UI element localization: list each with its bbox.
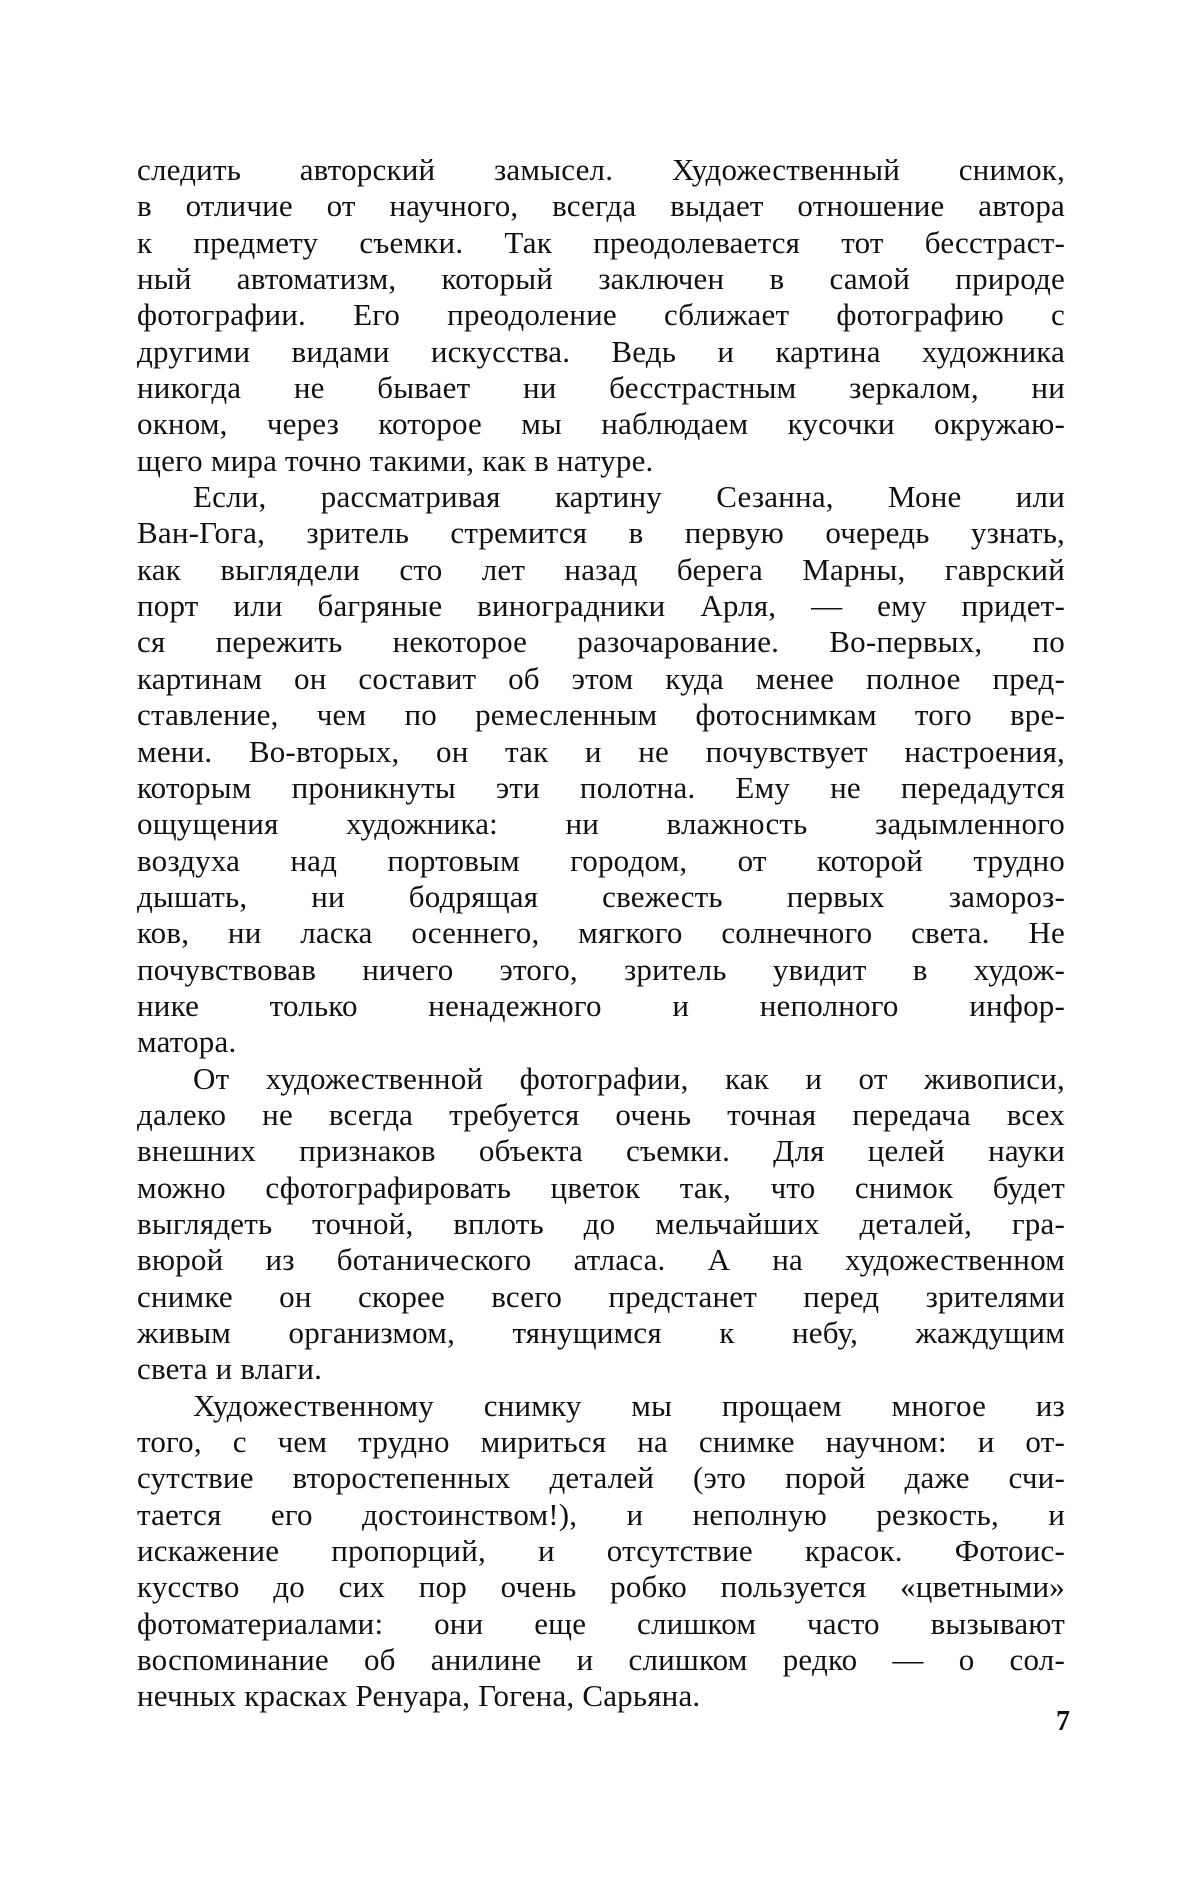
text-line: От художественной фотографии, как и от живописи, — [193, 1060, 1065, 1096]
text-line: вюрой из ботанического атласа. А на художественном — [137, 1242, 1065, 1278]
text-line: живым организмом, тянущимся к небу, жаждущим — [137, 1315, 1065, 1350]
text-line: того, с чем трудно мириться на снимке научном: и от- — [137, 1424, 1065, 1460]
text-line: ся пережить некоторое разочарование. Во-первых, по — [137, 624, 1065, 660]
text-line: в отличие от научного, всегда выдает отношение автора — [137, 188, 1065, 224]
text-line: кусство до сих пор очень робко пользуется «цветными» — [137, 1569, 1065, 1605]
text-line: воздуха над портовым городом, от которой трудно — [137, 842, 1065, 878]
text-line: дышать, ни бодрящая свежесть первых замороз- — [137, 878, 1065, 914]
text-line: ощущения художника: ни влажность задымленного — [137, 806, 1065, 842]
text-line: другими видами искусства. Ведь и картина художника — [137, 333, 1065, 369]
text-line: сутствие второстепенных деталей (это порой даже счи- — [137, 1460, 1065, 1496]
text-line: можно сфотографировать цветок так, что снимок будет — [137, 1169, 1065, 1205]
text-line: порт или багряные виноградники Арля, — ему придет- — [137, 588, 1065, 624]
text-line: к предмету съемки. Так преодолевается тот бесстраст- — [137, 224, 1065, 260]
body-text — [137, 152, 1065, 1715]
text-line: почувствовав ничего этого, зритель увидит в худож- — [137, 951, 1065, 987]
text-line: Ван-Гога, зритель стремится в первую очередь узнать, — [137, 515, 1065, 551]
text-line: ставление, чем по ремесленным фотоснимкам того вре- — [137, 697, 1065, 733]
text-line: ный автоматизм, который заключен в самой природе — [137, 261, 1065, 297]
text-line: Художественному снимку мы прощаем многое из — [193, 1387, 1065, 1423]
text-line: мени. Во-вторых, он так и не почувствует настроения, — [137, 733, 1065, 769]
text-line: снимке он скорее всего предстанет перед зрителями — [137, 1278, 1065, 1314]
text-line: следить авторский замысел. Художественный снимок, — [137, 152, 1065, 187]
text-line: искажение пропорций, и отсутствие красок. Фотоис- — [137, 1533, 1065, 1569]
text-line: фотоматериалами: они еще слишком часто вызывают — [137, 1605, 1065, 1641]
page-number: 7 — [1056, 1706, 1070, 1737]
text-line: внешних признаков объекта съемки. Для целей науки — [137, 1133, 1065, 1169]
text-line: окном, через которое мы наблюдаем кусочки окружаю- — [137, 406, 1065, 442]
text-line: нике только ненадежного и неполного инфор- — [137, 987, 1065, 1023]
text-line: которым проникнуты эти полотна. Ему не передадутся — [137, 769, 1065, 805]
text-line: нечных красках Ренуара, Гогена, Сарьяна. — [137, 1678, 701, 1714]
text-line: матора. — [137, 1024, 237, 1060]
text-line: далеко не всегда требуется очень точная передача всех — [137, 1096, 1065, 1132]
text-line: щего мира точно такими, как в натуре. — [137, 442, 654, 478]
text-line: света и влаги. — [137, 1351, 323, 1387]
text-line: никогда не бывает ни бесстрастным зеркалом, ни — [137, 370, 1065, 406]
text-line: выглядеть точной, вплоть до мельчайших деталей, гра- — [137, 1205, 1065, 1241]
text-line: как выглядели сто лет назад берега Марны, гаврский — [137, 551, 1065, 587]
text-line: воспоминание об анилине и слишком редко — о сол- — [137, 1642, 1065, 1678]
text-line: картинам он составит об этом куда менее полное пред- — [137, 660, 1065, 696]
text-line: фотографии. Его преодоление сближает фотографию с — [137, 297, 1065, 333]
text-line: ков, ни ласка осеннего, мягкого солнечного света. Не — [137, 915, 1065, 951]
text-line: Если, рассматривая картину Сезанна, Моне или — [193, 479, 1065, 515]
text-line: тается его достоинством!), и неполную резкость, и — [137, 1496, 1065, 1532]
